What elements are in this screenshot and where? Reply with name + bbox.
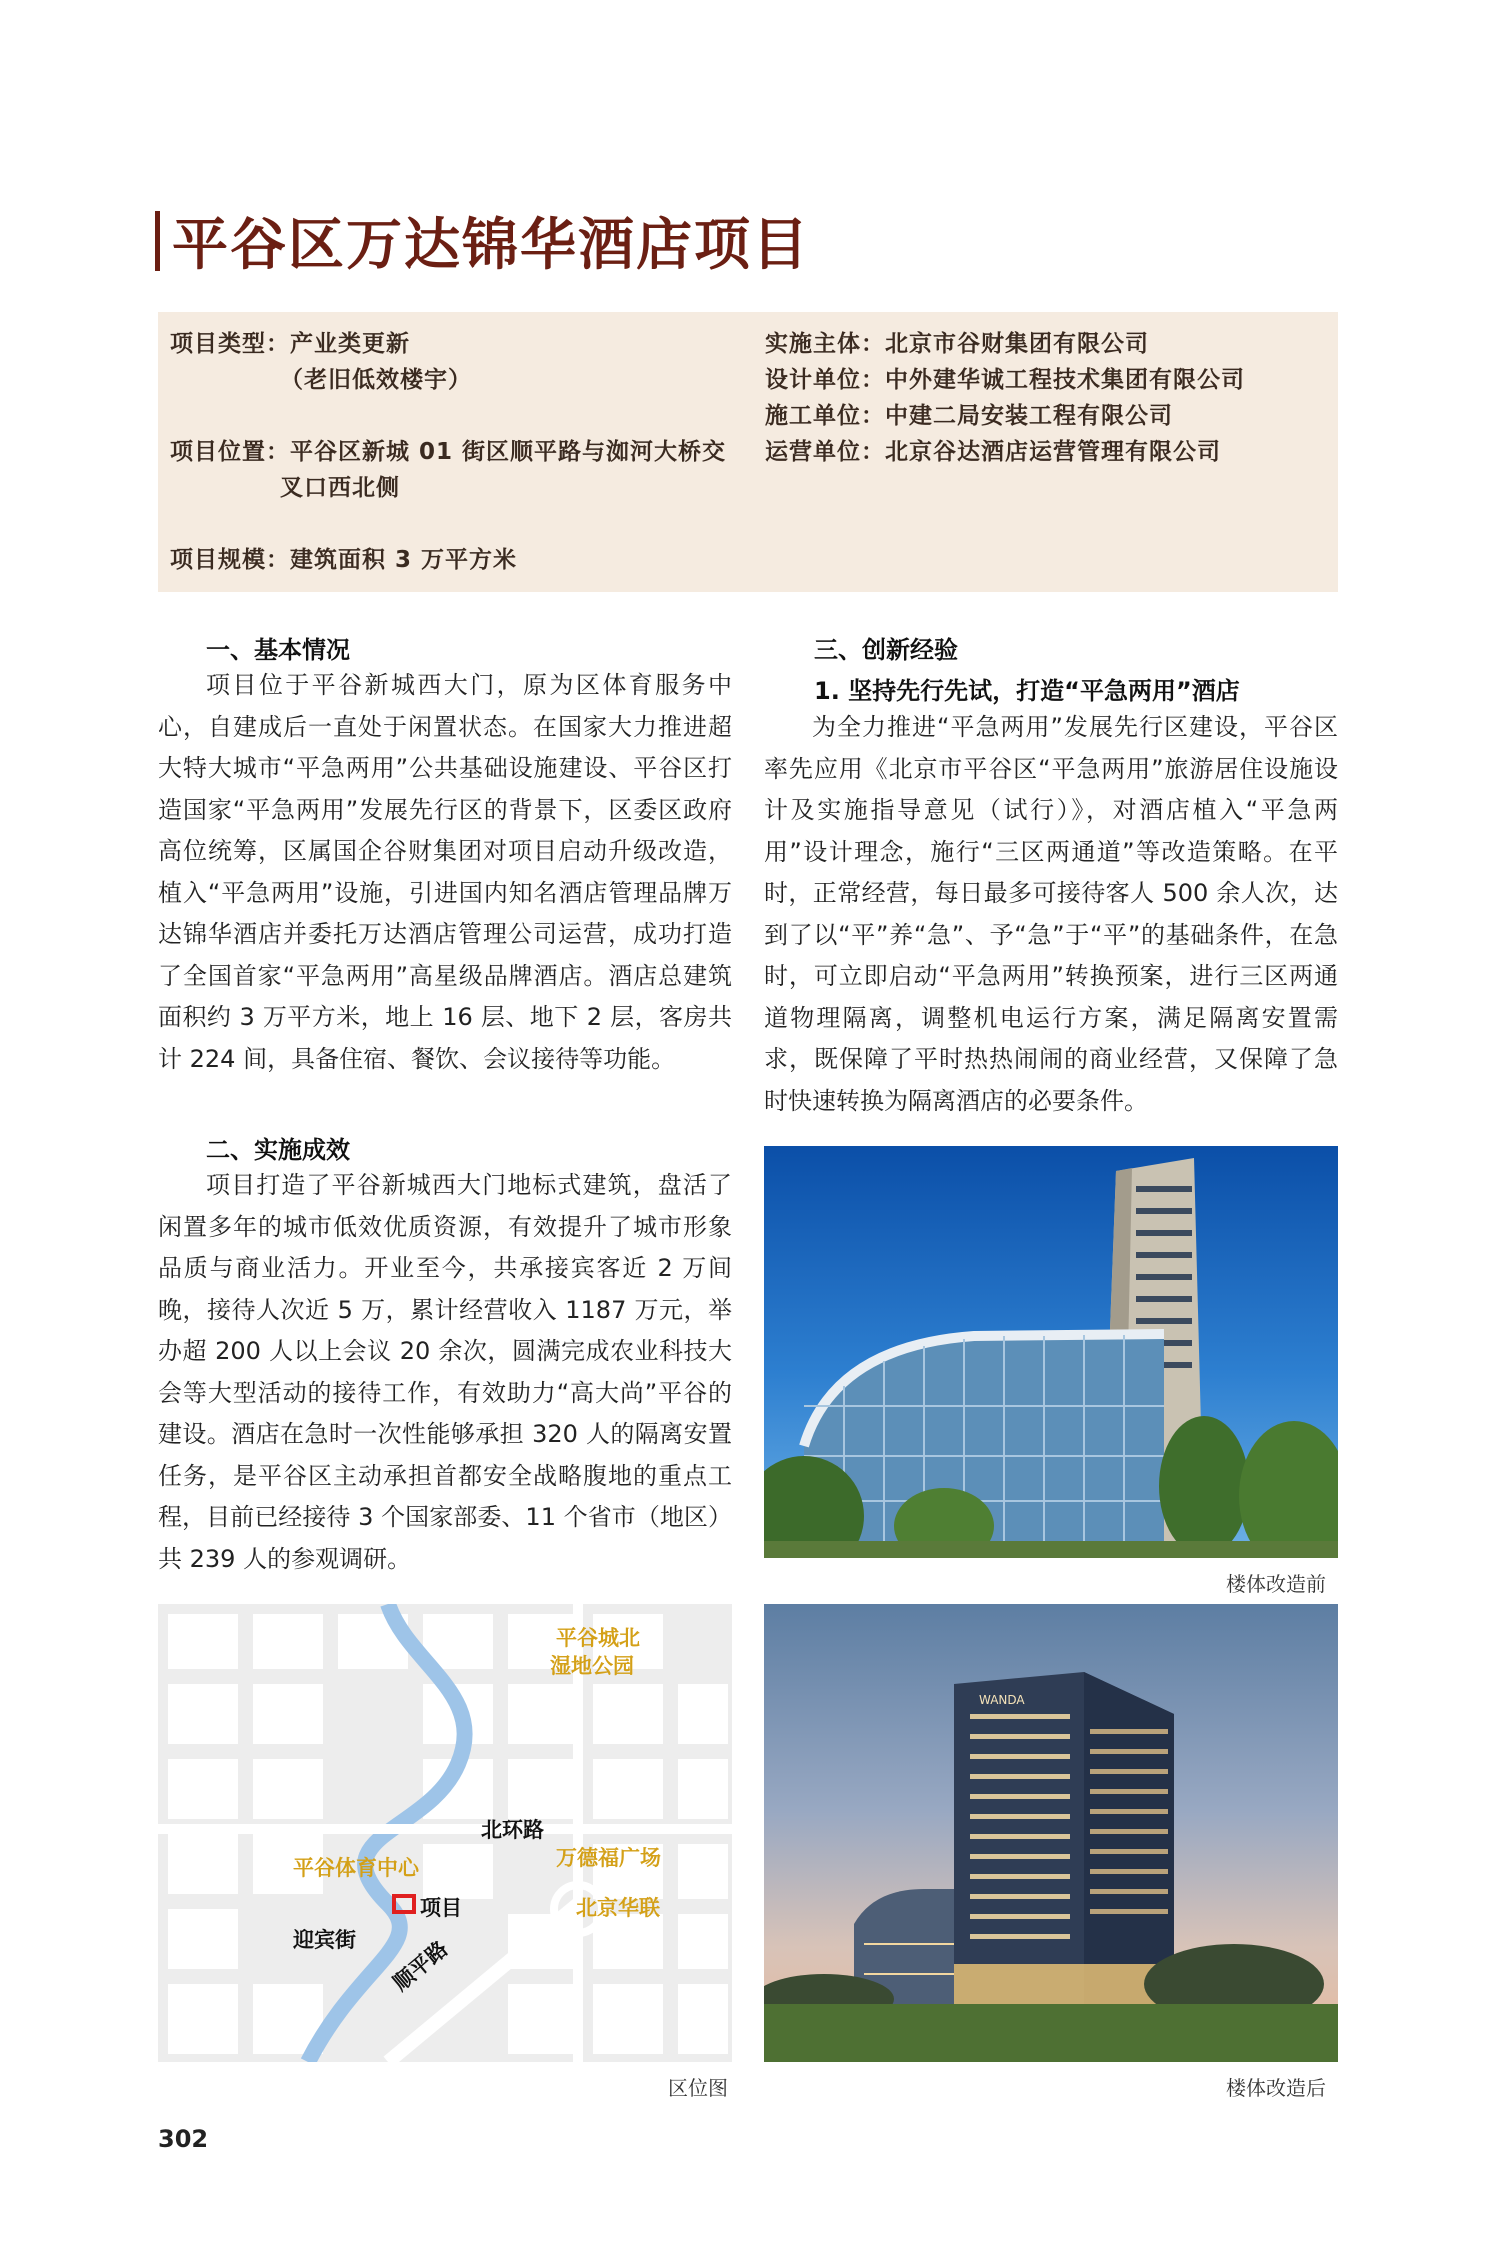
photo-after-renovation xyxy=(764,1604,1338,2062)
page-number: 302 xyxy=(158,2125,209,2153)
info-location-label: 项目位置： xyxy=(170,439,290,465)
info-scale-value: 建筑面积 3 万平方米 xyxy=(290,547,518,573)
info-location-value-2: 叉口西北侧 xyxy=(280,475,400,501)
hotel-sign: WANDA xyxy=(979,1693,1025,1707)
info-implementer: 实施主体：北京市谷财集团有限公司 xyxy=(765,331,1149,357)
section2-heading: 二、实施成效 xyxy=(206,1136,350,1164)
info-type-value-2: （老旧低效楼宇） xyxy=(280,367,472,393)
caption-before: 楼体改造前 xyxy=(1226,1572,1326,1596)
info-type-label: 项目类型： xyxy=(170,331,290,357)
info-location-value: 平谷区新城 01 街区顺平路与洳河大桥交 xyxy=(290,439,727,465)
caption-after: 楼体改造后 xyxy=(1226,2076,1326,2100)
map-label-north-ring-road: 北环路 xyxy=(481,1818,544,1842)
map-label-wanda-plaza: 万德福广场 xyxy=(556,1846,661,1870)
info-scale xyxy=(170,542,517,578)
info-location xyxy=(170,434,726,470)
map-label-sports-center: 平谷体育中心 xyxy=(293,1856,419,1880)
info-operator: 运营单位：北京谷达酒店运营管理有限公司 xyxy=(765,439,1221,465)
map-label-hualian: 北京华联 xyxy=(576,1896,660,1920)
hotel-after-illustration xyxy=(764,1604,1338,2062)
map-label-shunping-road: 顺平路 xyxy=(388,1936,453,1996)
location-map xyxy=(158,1604,732,2062)
section3-heading: 三、创新经验 xyxy=(814,636,958,664)
title-accent-bar xyxy=(155,211,160,271)
info-scale-label: 项目规模： xyxy=(170,547,290,573)
info-type-value: 产业类更新 xyxy=(290,331,410,357)
project-info-box xyxy=(158,312,1338,592)
info-type xyxy=(170,326,410,362)
section1-heading: 一、基本情况 xyxy=(206,636,350,664)
caption-map: 区位图 xyxy=(668,2076,728,2100)
title-block xyxy=(155,208,810,278)
section2-body: 项目打造了平谷新城西大门地标式建筑，盘活了闲置多年的城市低效优质资源，有效提升了城市形象品质与商业活力。开业至今，共承接宾客近 2 万间晚，接待人次近 5 万，累计经营收入 1187 万元，举办超 200 人以上会议 20 余次，圆满完成农业科技大会等大型活动的接待工作，有效助力“高大尚”平谷的建设。酒店在急时一次性能够承担 320 人的隔离安置任务，是平谷区主动承担首都安全战略腹地的重点工程，目前已经接待 3 个国家部委、11 个省市（地区）共 239 人的参观调研。 xyxy=(158,1171,732,1573)
photo-before-renovation xyxy=(764,1146,1338,1558)
map-label-park-2: 湿地公园 xyxy=(550,1654,634,1678)
section3-body: 为全力推进“平急两用”发展先行区建设，平谷区率先应用《北京市平谷区“平急两用”旅游居住设施设计及实施指导意见（试行）》，对酒店植入“平急两用”设计理念，施行“三区两通道”等改造策略。在平时，正常经营，每日最多可接待客人 500 余人次，达到了以“平”养“急”、予“急”于“平”的基础条件，在急时，可立即启动“平急两用”转换预案，进行三区两通道物理隔离，调整机电运行方案，满足隔离安置需求，既保障了平时热热闹闹的商业经营，又保障了急时快速转换为隔离酒店的必要条件。 xyxy=(764,713,1338,1115)
map-label-yingbin-street: 迎宾街 xyxy=(293,1928,356,1952)
map-label-project: 项目 xyxy=(420,1896,462,1920)
info-constructor: 施工单位：中建二局安装工程有限公司 xyxy=(765,403,1173,429)
hotel-before-illustration xyxy=(764,1146,1338,1558)
section1-body: 项目位于平谷新城西大门，原为区体育服务中心，自建成后一直处于闲置状态。在国家大力推进超大特大城市“平急两用”公共基础设施建设、平谷区打造国家“平急两用”发展先行区的背景下，区委区政府高位统筹，区属国企谷财集团对项目启动升级改造，植入“平急两用”设施，引进国内知名酒店管理品牌万达锦华酒店并委托万达酒店管理公司运营，成功打造了全国首家“平急两用”高星级品牌酒店。酒店总建筑面积约 3 万平方米，地上 16 层、地下 2 层，客房共计 224 间，具备住宿、餐饮、会议接待等功能。 xyxy=(158,671,732,1073)
map-graphic xyxy=(158,1604,732,2062)
page-title: 平谷区万达锦华酒店项目 xyxy=(172,213,810,278)
map-label-park-1: 平谷城北 xyxy=(556,1626,640,1650)
section3-subheading: 1. 坚持先行先试，打造“平急两用”酒店 xyxy=(814,677,1240,705)
info-designer: 设计单位：中外建华诚工程技术集团有限公司 xyxy=(765,367,1245,393)
